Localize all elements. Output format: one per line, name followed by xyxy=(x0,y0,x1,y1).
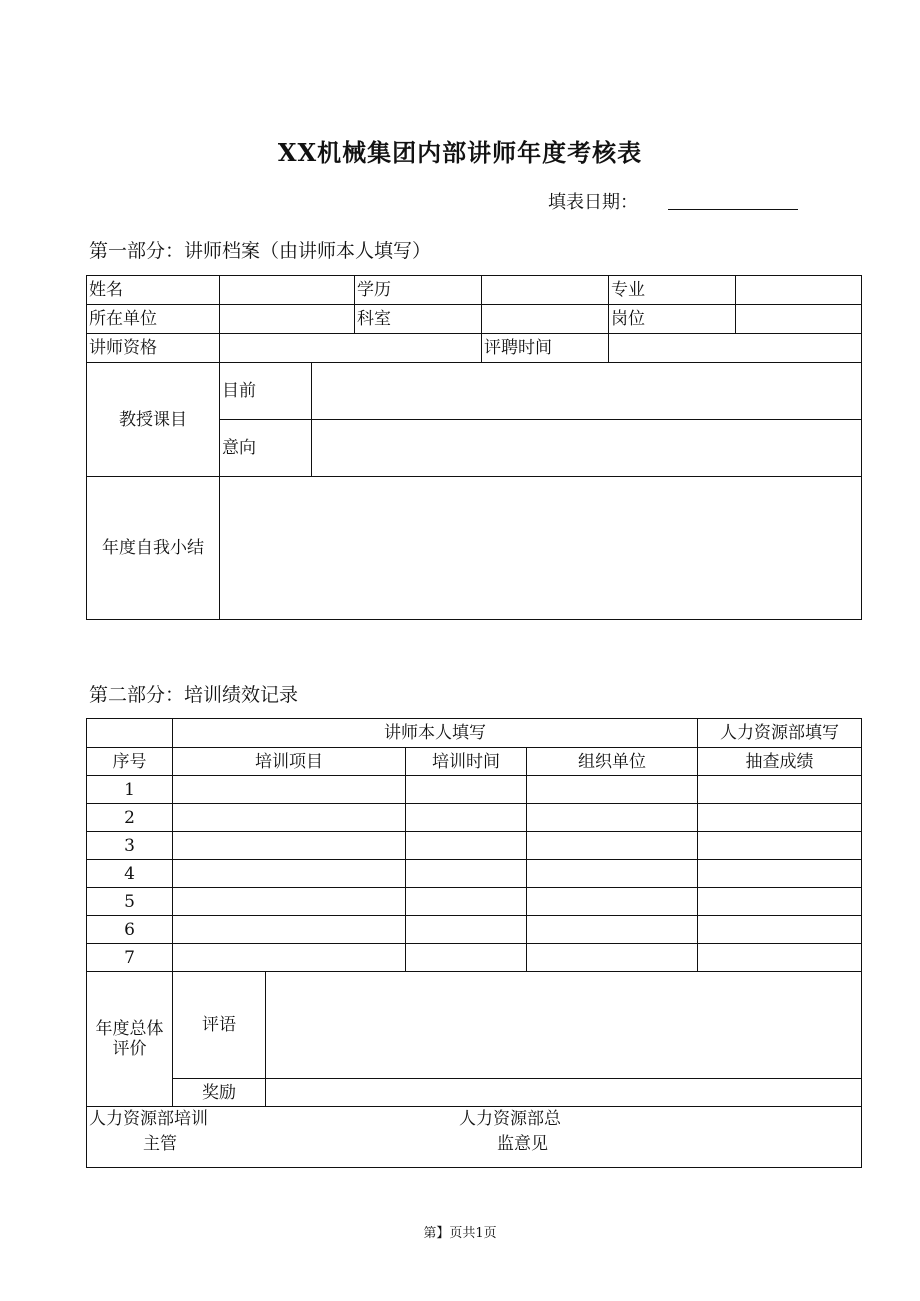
self-summary-field[interactable] xyxy=(220,477,862,620)
score-cell[interactable] xyxy=(698,804,862,832)
courses-label: 教授课目 xyxy=(87,363,220,477)
time-cell[interactable] xyxy=(406,888,527,916)
position-label: 岗位 xyxy=(609,305,736,334)
comment-field[interactable] xyxy=(266,972,862,1079)
comment-label: 评语 xyxy=(173,972,266,1079)
organizer-cell[interactable] xyxy=(527,916,698,944)
time-cell[interactable] xyxy=(406,832,527,860)
lecturer-profile-table xyxy=(86,275,862,620)
project-cell[interactable] xyxy=(173,944,406,972)
row-number: 3 xyxy=(87,832,173,860)
col-header-no: 序号 xyxy=(87,748,173,776)
organizer-cell[interactable] xyxy=(527,804,698,832)
part1-heading: 第一部分：讲师档案（由讲师本人填写） xyxy=(89,240,432,262)
col-header-organizer: 组织单位 xyxy=(527,748,698,776)
hr-supervisor-line2: 主管 xyxy=(143,1134,177,1154)
table-row xyxy=(87,860,862,888)
row-number: 4 xyxy=(87,860,173,888)
project-cell[interactable] xyxy=(173,916,406,944)
name-label: 姓名 xyxy=(87,276,220,305)
major-label: 专业 xyxy=(609,276,736,305)
annual-eval-line2: 评价 xyxy=(112,1039,147,1059)
time-cell[interactable] xyxy=(406,860,527,888)
reward-label: 奖励 xyxy=(173,1079,266,1107)
score-cell[interactable] xyxy=(698,832,862,860)
major-field[interactable] xyxy=(736,276,862,305)
time-cell[interactable] xyxy=(406,776,527,804)
current-course-label: 目前 xyxy=(220,363,312,420)
annual-eval-line1: 年度总体 xyxy=(95,1019,164,1039)
project-cell[interactable] xyxy=(173,888,406,916)
table-row xyxy=(87,804,862,832)
row-number: 7 xyxy=(87,944,173,972)
education-label: 学历 xyxy=(355,276,482,305)
annual-eval-label xyxy=(87,972,173,1107)
page-footer: 第】页共1页 xyxy=(423,1226,497,1241)
col-header-score: 抽查成绩 xyxy=(698,748,862,776)
time-cell[interactable] xyxy=(406,804,527,832)
project-cell[interactable] xyxy=(173,804,406,832)
hr-director-line1: 人力资源部总 xyxy=(459,1109,561,1129)
signature-row[interactable] xyxy=(87,1107,862,1168)
score-cell[interactable] xyxy=(698,888,862,916)
score-cell[interactable] xyxy=(698,916,862,944)
current-course-field[interactable] xyxy=(312,363,862,420)
hr-supervisor-line1: 人力资源部培训 xyxy=(89,1109,208,1129)
project-cell[interactable] xyxy=(173,776,406,804)
col-header-project: 培训项目 xyxy=(173,748,406,776)
department-field[interactable] xyxy=(482,305,609,334)
score-cell[interactable] xyxy=(698,944,862,972)
row-number: 1 xyxy=(87,776,173,804)
fill-date-label: 填表日期： xyxy=(548,192,638,213)
col-header-time: 培训时间 xyxy=(406,748,527,776)
table-row xyxy=(87,776,862,804)
row-number: 5 xyxy=(87,888,173,916)
self-summary-label: 年度自我小结 xyxy=(87,477,220,620)
table-row xyxy=(87,832,862,860)
intended-course-field[interactable] xyxy=(312,420,862,477)
table-row xyxy=(87,944,862,972)
intended-course-label: 意向 xyxy=(220,420,312,477)
time-cell[interactable] xyxy=(406,916,527,944)
page-title: XX机械集团内部讲师年度考核表 xyxy=(277,138,643,167)
organizer-cell[interactable] xyxy=(527,832,698,860)
qualification-field[interactable] xyxy=(220,334,482,363)
hire-time-label: 评聘时间 xyxy=(482,334,609,363)
education-field[interactable] xyxy=(482,276,609,305)
project-cell[interactable] xyxy=(173,832,406,860)
department-label: 科室 xyxy=(355,305,482,334)
row-number: 2 xyxy=(87,804,173,832)
qualification-label: 讲师资格 xyxy=(87,334,220,363)
part2-heading: 第二部分：培训绩效记录 xyxy=(89,684,299,706)
hr-fill-header: 人力资源部填写 xyxy=(698,719,862,748)
table-row xyxy=(87,888,862,916)
organizer-cell[interactable] xyxy=(527,860,698,888)
score-cell[interactable] xyxy=(698,860,862,888)
project-cell[interactable] xyxy=(173,860,406,888)
organizer-cell[interactable] xyxy=(527,944,698,972)
organizer-cell[interactable] xyxy=(527,888,698,916)
name-field[interactable] xyxy=(220,276,355,305)
table-row xyxy=(87,916,862,944)
hr-director-line2: 监意见 xyxy=(497,1134,548,1154)
reward-field[interactable] xyxy=(266,1079,862,1107)
lecturer-fill-header: 讲师本人填写 xyxy=(173,719,698,748)
unit-field[interactable] xyxy=(220,305,355,334)
time-cell[interactable] xyxy=(406,944,527,972)
training-record-table xyxy=(86,718,862,1168)
fill-date-field[interactable] xyxy=(668,209,798,210)
organizer-cell[interactable] xyxy=(527,776,698,804)
blank-header-cell xyxy=(87,719,173,748)
unit-label: 所在单位 xyxy=(87,305,220,334)
row-number: 6 xyxy=(87,916,173,944)
hire-time-field[interactable] xyxy=(609,334,862,363)
score-cell[interactable] xyxy=(698,776,862,804)
position-field[interactable] xyxy=(736,305,862,334)
